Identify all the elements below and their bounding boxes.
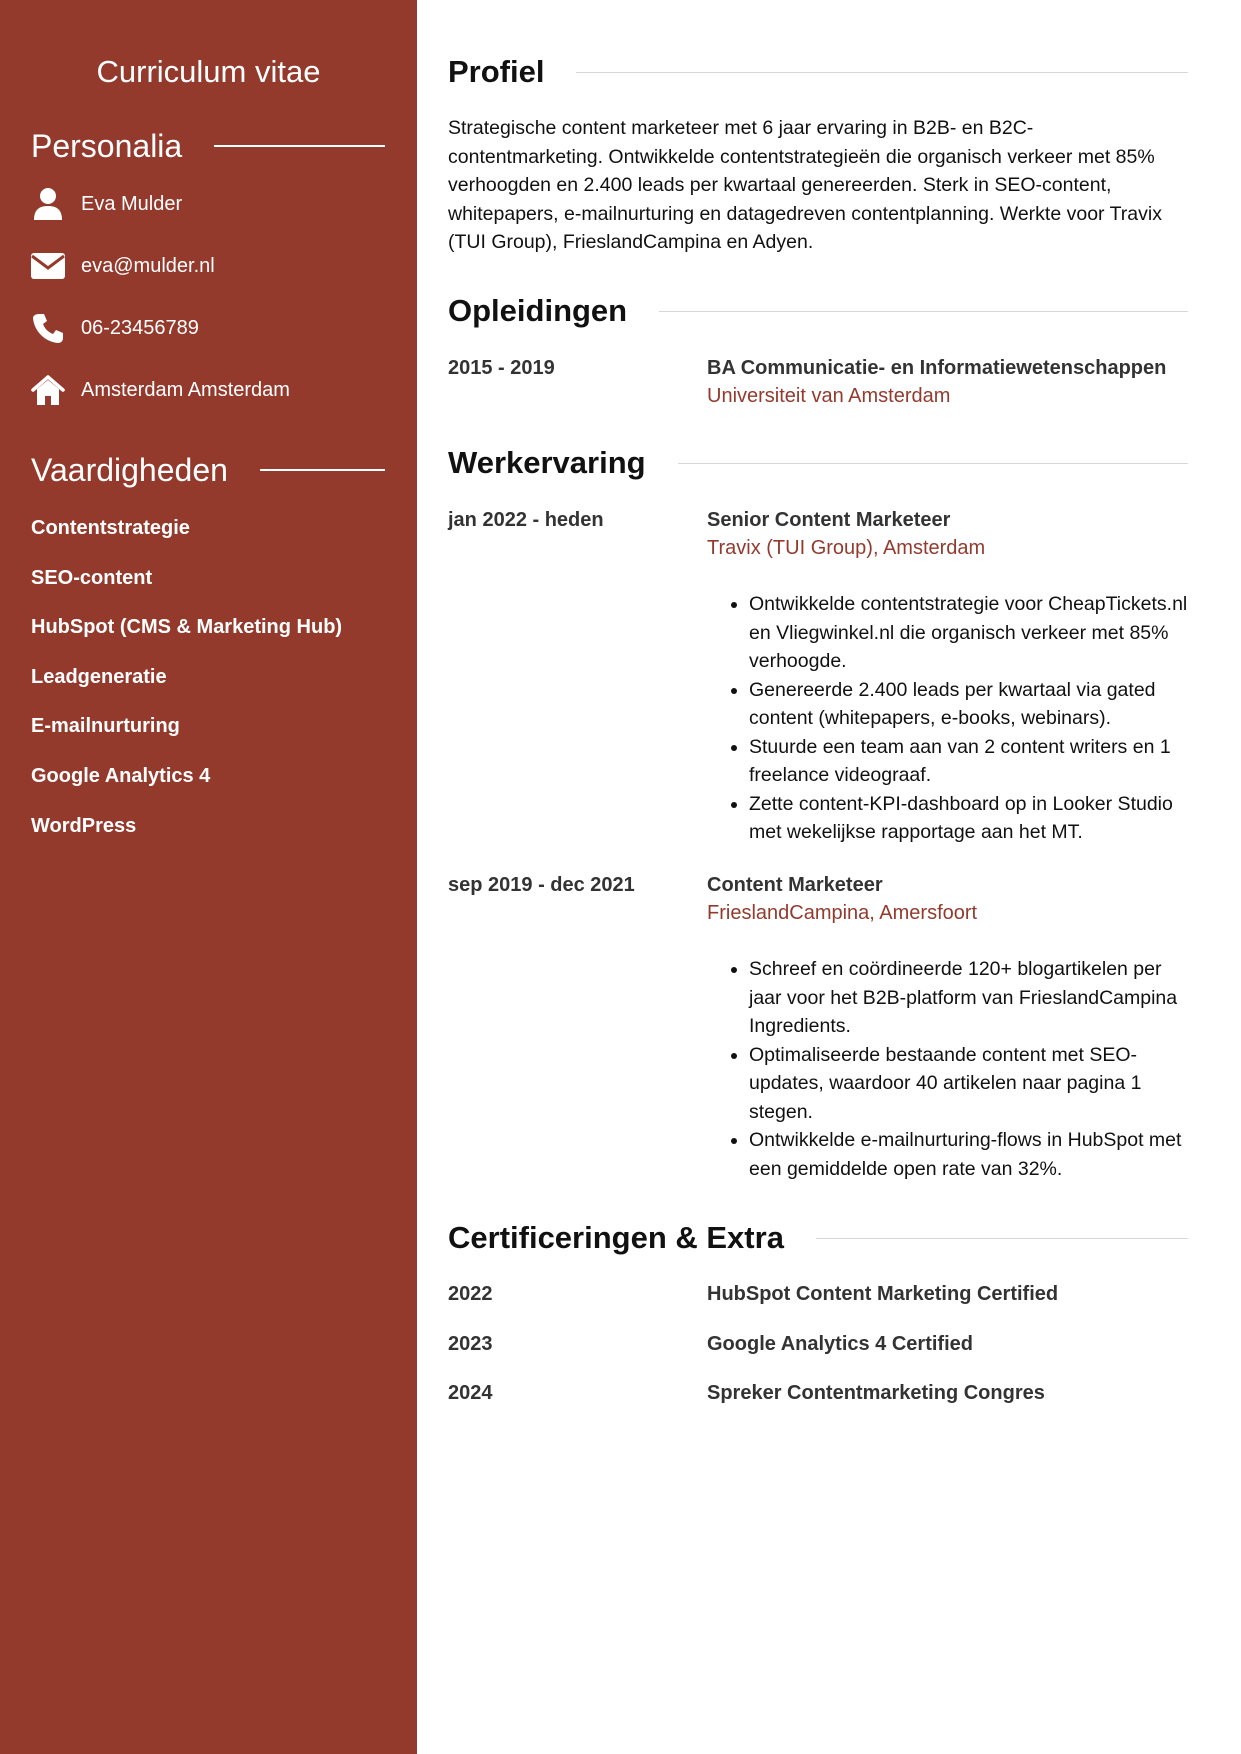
- certification-year: 2024: [448, 1382, 493, 1404]
- personal-name-text: Eva Mulder: [81, 192, 183, 215]
- profile-heading: [448, 52, 1188, 92]
- personal-email-text[interactable]: eva@mulder.nl: [81, 254, 215, 277]
- sidebar: [0, 0, 417, 1754]
- experience-bullet: • Ontwikkelde contentstrategie voor CheapTickets.nl en Vliegwinkel.nl die organisch verkeer met 85% verhoogde.: [749, 590, 1188, 676]
- experience-bullet: • Schreef en coördineerde 120+ blogartikelen per jaar voor het B2B-platform van FrieslandCampina Ingredients.: [749, 955, 1188, 1041]
- personal-name: [31, 184, 182, 224]
- divider: [678, 463, 1188, 464]
- education-heading-label: Opleidingen: [448, 293, 628, 328]
- skill-item: Leadgeneratie: [31, 665, 167, 688]
- skill-item: HubSpot (CMS & Marketing Hub): [31, 616, 343, 639]
- phone-icon: [31, 311, 65, 345]
- skills-heading: [31, 450, 385, 490]
- personal-email: [31, 246, 215, 286]
- experience-bullet: • Zette content-KPI-dashboard op in Looker Studio met wekelijkse rapportage aan het MT.: [749, 790, 1188, 847]
- profile-text: Strategische content marketeer met 6 jaar ervaring in B2B- en B2C-contentmarketing. Ontwikkelde contentstrategieën die organisch verkeer met 85% verhoogden en 2.400 leads per kwartaal genereerden. Sterk in SEO-content, whitepapers, e-mailnurturing en datagedreven contentplanning. Werkte voor Travix (TUI Group), FrieslandCampina en Adyen.: [448, 117, 1162, 253]
- experience-bullet: • Ontwikkelde e-mailnurturing-flows in HubSpot met een gemiddelde open rate van 32%.: [749, 1126, 1188, 1183]
- home-icon: [31, 373, 65, 407]
- certification-year: 2023: [448, 1333, 493, 1355]
- certification-name: Google Analytics 4 Certified: [707, 1333, 973, 1355]
- personalia-heading-label: Personalia: [31, 128, 183, 164]
- experience-bullet: • Genereerde 2.400 leads per kwartaal via gated content (whitepapers, e-books, webinars).: [749, 676, 1188, 733]
- divider: [260, 469, 385, 471]
- experience-company: Travix (TUI Group), Amsterdam: [707, 537, 986, 559]
- personal-address: [31, 370, 290, 410]
- experience-bullet: • Optimaliseerde bestaande content met SEO-updates, waardoor 40 artikelen naar pagina 1 stegen.: [749, 1041, 1188, 1127]
- certification-name: Spreker Contentmarketing Congres: [707, 1382, 1045, 1404]
- divider: [214, 145, 385, 147]
- skill-item: E-mailnurturing: [31, 715, 180, 738]
- education-school: Universiteit van Amsterdam: [707, 385, 951, 407]
- skill-item: Contentstrategie: [31, 517, 190, 539]
- experience-period: sep 2019 - dec 2021: [448, 874, 635, 896]
- experience-bullets: [707, 955, 1188, 1183]
- education-degree: BA Communicatie- en Informatiewetenschappen: [707, 357, 1167, 379]
- person-icon: [31, 187, 65, 221]
- envelope-icon: [31, 249, 65, 283]
- experience-bullet: • Stuurde een team aan van 2 content writers en 1 freelance videograaf.: [749, 733, 1188, 790]
- divider: [816, 1238, 1188, 1239]
- certification-year: 2022: [448, 1283, 493, 1305]
- personal-phone-text[interactable]: 06-23456789: [81, 316, 199, 339]
- skill-item: Google Analytics 4: [31, 764, 211, 787]
- certifications-heading: [448, 1218, 1188, 1258]
- cv-title: Curriculum vitae: [96, 54, 321, 89]
- experience-bullets: [707, 590, 1188, 847]
- education-heading: [448, 291, 1188, 331]
- divider: [659, 311, 1188, 312]
- certifications-heading-label: Certificeringen & Extra: [448, 1220, 784, 1255]
- personalia-heading: [31, 126, 385, 166]
- experience-heading-label: Werkervaring: [448, 445, 646, 480]
- personal-phone: [31, 308, 199, 348]
- skills-heading-label: Vaardigheden: [31, 452, 228, 488]
- profile-heading-label: Profiel: [448, 54, 545, 89]
- skills-list: [31, 515, 342, 862]
- experience-company: FrieslandCampina, Amersfoort: [707, 902, 978, 924]
- skill-item: WordPress: [31, 814, 137, 837]
- personal-address-text: Amsterdam Amsterdam: [81, 378, 290, 401]
- experience-heading: [448, 443, 1188, 483]
- experience-period: jan 2022 - heden: [448, 509, 604, 531]
- experience-title: Senior Content Marketeer: [707, 509, 951, 531]
- certification-name: HubSpot Content Marketing Certified: [707, 1283, 1059, 1305]
- skill-item: SEO-content: [31, 566, 153, 589]
- divider: [576, 72, 1188, 73]
- education-period: 2015 - 2019: [448, 357, 555, 379]
- experience-title: Content Marketeer: [707, 874, 883, 896]
